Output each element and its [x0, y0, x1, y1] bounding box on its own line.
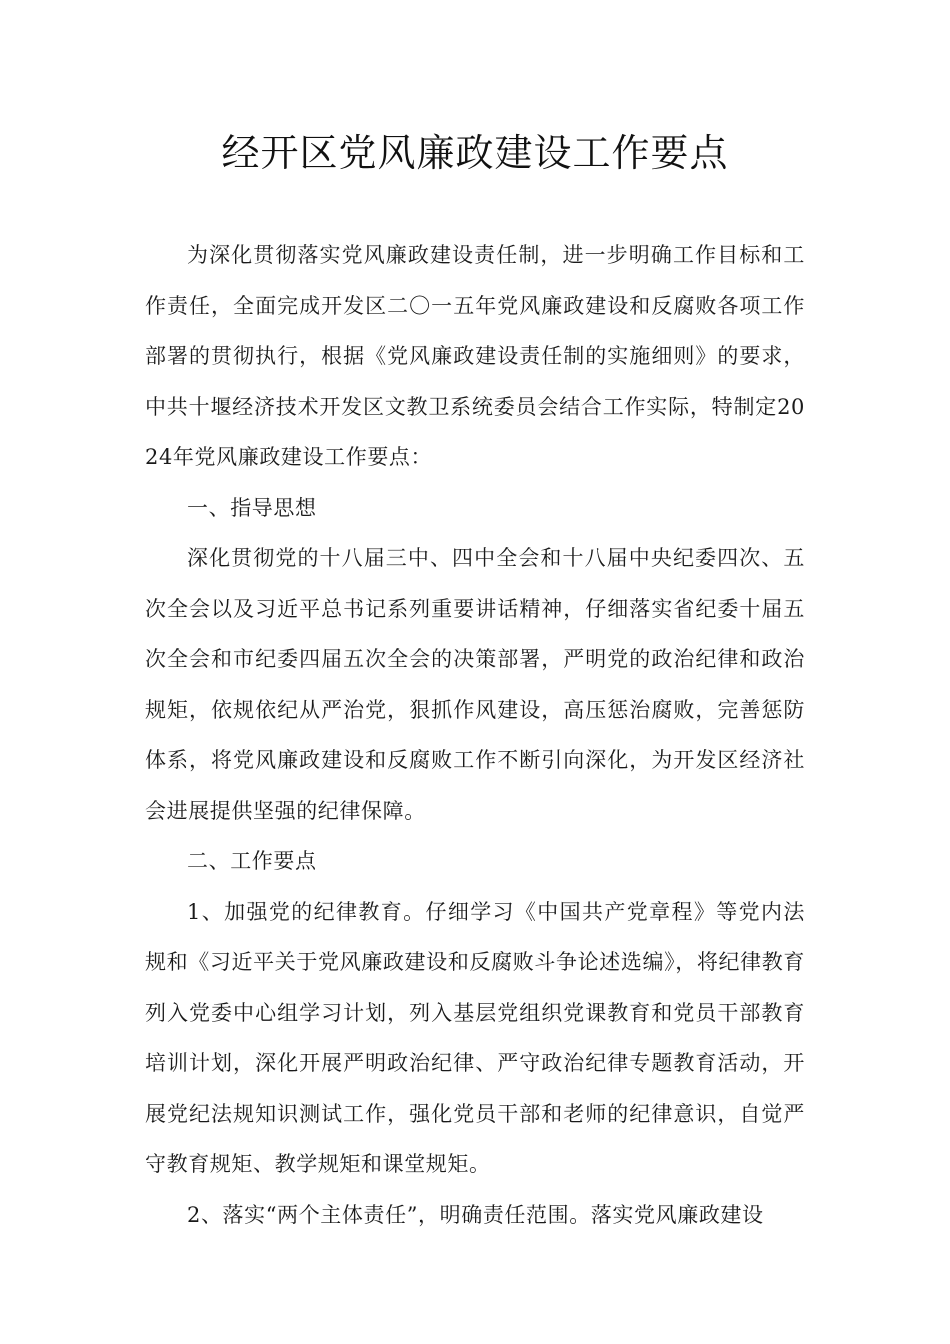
document-title: 经开区党风廉政建设工作要点	[221, 131, 729, 175]
section-heading-work-points: 二、工作要点	[187, 849, 317, 873]
document-body	[145, 230, 805, 1240]
section-heading-guiding-ideology: 一、指导思想	[187, 495, 317, 520]
work-point-2-paragraph: 2、落实“两个主体责任”，明确责任范围。落实党风廉政建设	[187, 1202, 764, 1227]
intro-paragraph: 为深化贯彻落实党风廉政建设责任制，进一步明确工作目标和工作责任，全面完成开发区二〇一五年党风廉政建设和反腐败各项工作部署的贯彻执行，根据《党风廉政建设责任制的实施细则》的要求，中共十堰经济技术开发区文教卫系统委员会结合工作实际，特制定2024年党风廉政建设工作要点：	[145, 243, 805, 469]
guiding-ideology-paragraph: 深化贯彻党的十八届三中、四中全会和十八届中央纪委四次、五次全会以及习近平总书记系列重要讲话精神，仔细落实省纪委十届五次全会和市纪委四届五次全会的决策部署，严明党的政治纪律和政治规矩，依规依纪从严治党，狠抓作风建设，高压惩治腐败，完善惩防体系，将党风廉政建设和反腐败工作不断引向深化，为开发区经济社会进展提供坚强的纪律保障。	[145, 546, 805, 823]
work-point-1-paragraph: 1、加强党的纪律教育。仔细学习《中国共产党章程》等党内法规和《习近平关于党风廉政建设和反腐败斗争论述选编》，将纪律教育列入党委中心组学习计划，列入基层党组织党课教育和党员干部教育培训计划，深化开展严明政治纪律、严守政治纪律专题教育活动，开展党纪法规知识测试工作，强化党员干部和老师的纪律意识，自觉严守教育规矩、教学规矩和课堂规矩。	[145, 899, 805, 1176]
